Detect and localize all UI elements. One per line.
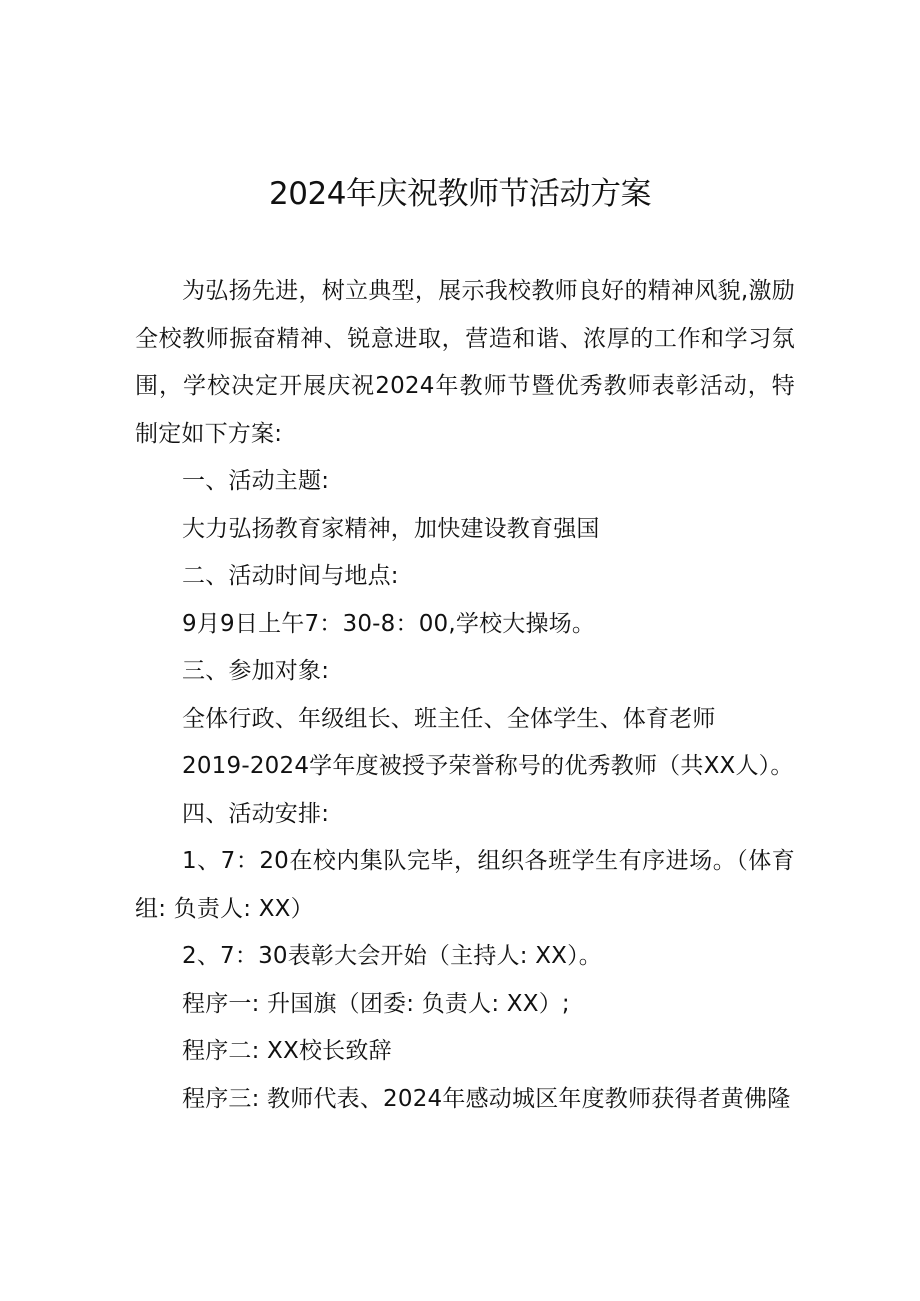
procedure-item-1: 程序一: 升国旗（团委: 负责人: XX）; bbox=[182, 990, 570, 1017]
section-heading-arrangement: 四、活动安排: bbox=[182, 800, 330, 827]
document-body bbox=[135, 268, 795, 1123]
section-heading-theme: 一、活动主题: bbox=[182, 468, 330, 494]
participants-line-1: 全体行政、年级组长、班主任、全体学生、体育老师 bbox=[182, 705, 716, 732]
arrangement-item-1: 1、7：20在校内集队完毕，组织各班学生有序进场。（体育组: 负责人: XX） bbox=[135, 848, 795, 922]
theme-text: 大力弘扬教育家精神，加快建设教育强国 bbox=[182, 515, 600, 542]
section-heading-time-place: 二、活动时间与地点: bbox=[182, 563, 399, 589]
section-heading-participants: 三、参加对象: bbox=[182, 658, 330, 684]
time-place-text: 9月9日上午7：30-8：00,学校大操场。 bbox=[182, 610, 596, 637]
procedure-item-2: 程序二: XX校长致辞 bbox=[182, 1038, 392, 1064]
arrangement-item-2: 2、7：30表彰大会开始（主持人: XX）。 bbox=[182, 943, 603, 969]
intro-paragraph: 为弘扬先进，树立典型，展示我校教师良好的精神风貌,激励全校教师振奋精神、锐意进取，营造和谐、浓厚的工作和学习氛围，学校决定开展庆祝2024年教师节暨优秀教师表彰活动，特制定如下方案: bbox=[135, 278, 795, 447]
document-title: 2024年庆祝教师节活动方案 bbox=[269, 176, 651, 212]
participants-line-2: 2019-2024学年度被授予荣誉称号的优秀教师（共XX人）。 bbox=[182, 753, 794, 779]
procedure-item-3: 程序三: 教师代表、2024年感动城区年度教师获得者黄佛隆 bbox=[182, 1085, 791, 1112]
